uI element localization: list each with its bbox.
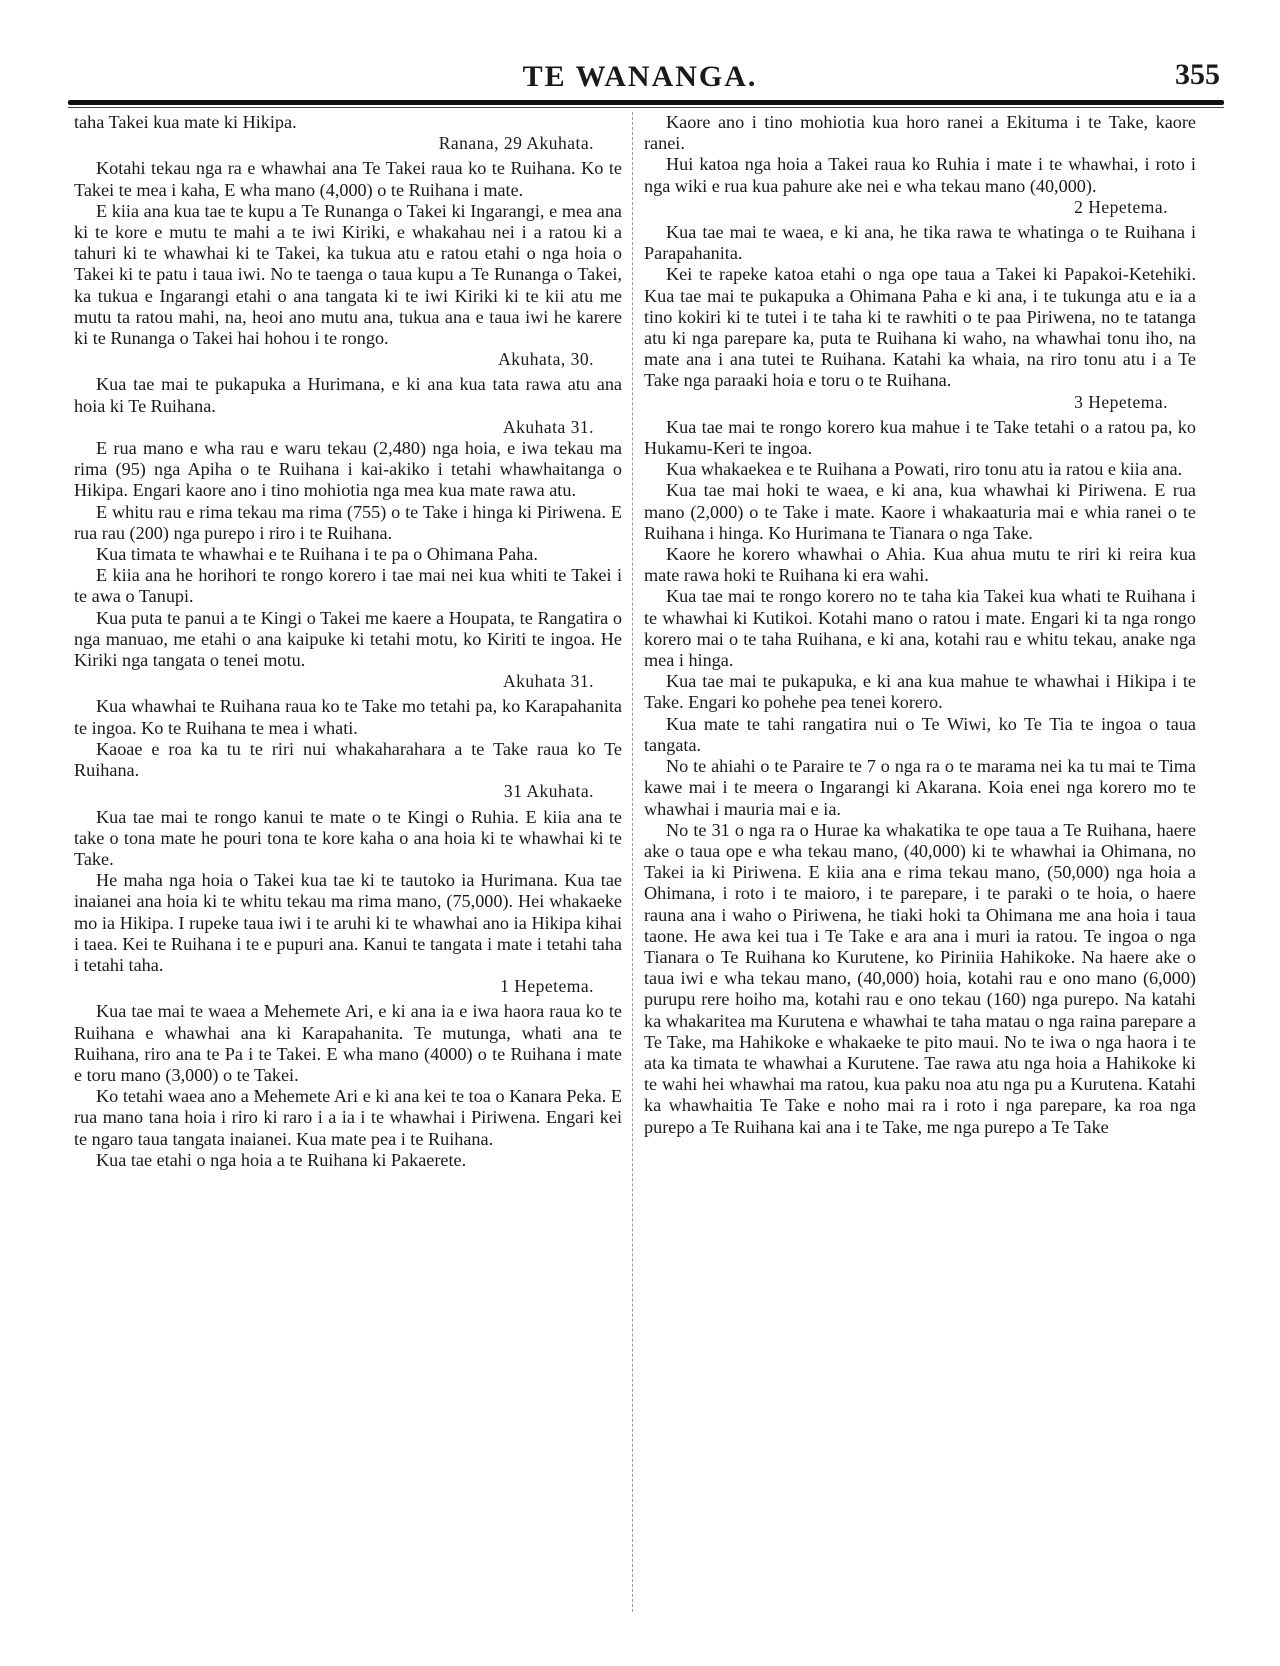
- dateline: 3 Hepetema.: [1074, 391, 1168, 412]
- news-paragraph: Kaore ano i tino mohiotia kua horo ranei a Ekituma i te Take, kaore ranei.: [644, 112, 1196, 154]
- news-paragraph: Kaore he korero whawhai o Ahia. Kua ahua mutu te riri ki reira kua mate rawa hoki te Ruihana ki era wahi.: [644, 544, 1196, 586]
- news-paragraph: Kua tae mai te pukapuka, e ki ana kua mahue te whawhai i Hikipa i te Take. Engari ko pohehe pea tenei korero.: [644, 671, 1196, 713]
- news-paragraph: No te 31 o nga ra o Hurae ka whakatika te ope taua a Te Ruihana, haere ake o taua ope e wha tekau mano, (40,000) ki te whawhai ia Ohimana, no Takei ia ki Piriwena. E kiia ana e rima tekau mano, (50,000) nga hoia a Ohimana, i roto i te maioro, i te parepare, i te paraki o te hoia, o haere rauna ana i waho o Piriwena, he tiaki hoki ta Ohimana me ana hoia i taua taone. He awa kei tua i Te Take e ara ana i muri ia ratou. Te ingoa o nga Tianara o Te Ruihana ko Kurutene, ko Piriniia Hahikoke. Na haere ake o taua iwi e wha tekau mano, (40,000) hoia, kotahi rau e ono mano (6,000) purupu rere hoiho ma, kotahi rau e ono tekau (160) nga purepo. Na katahi ka whakaritea ma Kurutena e whawhai te taha matau o nga raina parepare a Te Take, ma Hahikoke e whakaeke te pito maui. No te iwa o nga haora i te ata ka timata te whawhai a Kurutene. Tae rawa atu nga hoia a Hahikoke ki te wahi hei whawhai ma ratou, kua paku noa atu nga pu a Kurutena. Katahi ka whawhaitia Te Take e noho mai ra i roto i nga parepare, ka roa nga purepo a Te Ruihana kai ana i te Take, me nga purepo a Te Take: [644, 819, 1196, 1137]
- news-paragraph: Ko tetahi waea ano a Mehemete Ari e ki ana kei te toa o Kanara Peka. E rua mano tana hoia i riro ki raro i a ia i te whawhai i Piriwena. Engari kei te ngaro taua tangata inaianei. Kua mate pea i te Ruihana.: [74, 1086, 622, 1149]
- news-paragraph: He maha nga hoia o Takei kua tae ki te tautoko ia Hurimana. Kua tae inaianei ana hoia ki te whitu tekau ma rima mano, (75,000). Hei whakaeke mo ia Hikipa. I rupeke taua iwi i te aruhi ki te whawhai ano ia Hikipa kihai i taea. Kei te Ruihana i te e pupuri ana. Kanui te tangata i mate i tetahi taha i tetahi taha.: [74, 870, 622, 975]
- news-paragraph: Kua mate te tahi rangatira nui o Te Wiwi, ko Te Tia te ingoa o taua tangata.: [644, 713, 1196, 755]
- dateline: Akuhata, 30.: [498, 349, 594, 370]
- column-divider: [632, 112, 634, 1612]
- news-paragraph: Hui katoa nga hoia a Takei raua ko Ruhia i mate i te whawhai, i roto i nga wiki e rua kua pahure ake nei e wha tekau mano (40,000).: [644, 154, 1196, 196]
- news-paragraph: E kiia ana he horihori te rongo korero i tae mai nei kua whiti te Takei i te awa o Tanupi.: [74, 565, 622, 607]
- dateline: Ranana, 29 Akuhata.: [438, 133, 594, 154]
- news-paragraph: Kua tae mai te pukapuka a Hurimana, e ki ana kua tata rawa atu ana hoia ki Te Ruihana.: [74, 374, 622, 416]
- news-paragraph: Kaoae e roa ka tu te riri nui whakaharahara a te Take raua ko Te Ruihana.: [74, 738, 622, 781]
- page-number: 355: [1175, 58, 1220, 91]
- news-paragraph: Kua puta te panui a te Kingi o Takei me kaere a Houpata, te Rangatira o nga manuao, me etahi o ana kaipuke ki tetahi motu, ko Kiriti te ingoa. He Kiriki nga tangata o tenei motu.: [74, 607, 622, 671]
- news-paragraph: Kua tae mai hoki te waea, e ki ana, kua whawhai ki Piriwena. E rua mano (2,000) o te Take i mate. Kaore i whakaaturia mai e whia ranei o te Ruihana i hinga. Ko Hurimana te Tianara o nga Take.: [644, 480, 1196, 543]
- news-paragraph: Kua tae mai te rongo korero kua mahue i te Take tetahi o a ratou pa, ko Hukamu-Keri te ingoa.: [644, 416, 1196, 459]
- newspaper-title: TE WANANGA.: [522, 60, 758, 93]
- news-paragraph: Kua whawhai te Ruihana raua ko te Take mo tetahi pa, ko Karapahanita te ingoa. Ko te Ruihana te mea i whati.: [74, 696, 622, 738]
- dateline: 31 Akuhata.: [503, 781, 594, 802]
- page-header: [60, 52, 1220, 102]
- news-paragraph: Kua tae etahi o nga hoia a te Ruihana ki Pakaerete.: [96, 1149, 467, 1170]
- news-paragraph: Kua tae mai te waea a Mehemete Ari, e ki ana ia e iwa haora raua ko te Ruihana e whawhai ana ki Karapahanita. Te mutunga, whati ana te Ruihana, riro ana te Pa i te Takei. E wha mano (4000) o te Ruihana i mate e toru mano (3,000) o te Takei.: [74, 1001, 622, 1085]
- dateline: Akuhata 31.: [502, 416, 594, 437]
- news-paragraph: Kotahi tekau nga ra e whawhai ana Te Takei raua ko te Ruihana. Ko te Takei te mea i kaha, E wha mano (4,000) o te Ruihana i mate.: [74, 158, 622, 200]
- right-column: [644, 112, 1196, 1138]
- dateline: Akuhata 31.: [502, 671, 594, 692]
- news-paragraph: Kua timata te whawhai e te Ruihana i te pa o Ohimana Paha.: [96, 544, 538, 565]
- dateline: 1 Hepetema.: [500, 976, 594, 997]
- news-paragraph: Kua tae mai te rongo korero no te taha kia Takei kua whati te Ruihana i te whawhai ki Kutikoi. Kotahi mano o ratou i mate. Engari ki ta nga rongo korero mai o te taha Ruihana, e ki ana, kotahi rau e whitu tekau, anake nga mea i hinga.: [644, 586, 1196, 671]
- header-rule: [68, 100, 1224, 105]
- news-paragraph: Kua tae mai te rongo kanui te mate o te Kingi o Ruhia. E kiia ana te take o tona mate he pouri tona te kore kaha o ana hoia ki te whawhai ki te Take.: [74, 806, 622, 869]
- news-paragraph: Kei te rapeke katoa etahi o nga ope taua a Takei ki Papakoi-Ketehiki. Kua tae mai te pukapuka a Ohimana Paha e ki ana, i te tukunga atu e ia a tino kokiri ki te tutei i te taha ki te rawhiti o te paa Piriwena, no te tatanga atu ki nga parepare ka, puta te Ruihana ki waho, na whawhai tonu iho, na mate ana i ana tutei te Ruihana. Katahi ka whaia, na riro tonu atu i a Te Take nga paraaki hoia e toru o te Ruihana.: [644, 264, 1196, 391]
- news-paragraph: Kua tae mai te waea, e ki ana, he tika rawa te whatinga o te Ruihana i Parapahanita.: [644, 222, 1196, 264]
- news-paragraph: E whitu rau e rima tekau ma rima (755) o te Take i hinga ki Piriwena. E rua rau (200) nga purepo i riro i te Ruihana.: [74, 501, 622, 543]
- news-paragraph: No te ahiahi o te Paraire te 7 o nga ra o te marama nei ka tu mai te Tima kawe mai i te meera o Ingarangi ki Akarana. Koia enei nga korero mo te whawhai i mauria mai e ia.: [644, 756, 1196, 819]
- news-paragraph: taha Takei kua mate ki Hikipa.: [74, 112, 297, 132]
- dateline: 2 Hepetema.: [1074, 196, 1168, 217]
- header-rule-thin: [68, 107, 1224, 108]
- left-column: [74, 112, 622, 1171]
- news-paragraph: Kua whakaekea e te Ruihana a Powati, riro tonu atu ia ratou e kiia ana.: [666, 459, 1183, 480]
- news-paragraph: E kiia ana kua tae te kupu a Te Runanga o Takei ki Ingarangi, e mea ana ki te kore e mutu te mahi a te iwi Kiriki, e whakahau nei i a ratou ki a tahuri ki te whawhai ki te Takei, ka tukua atu e ratou etahi o nga hoia o Takei ki te patu i taua iwi. No te taenga o taua kupu a Te Runanga o Takei, ka tukua e Ingarangi etahi o ana tangata ki te iwi Kiriki ki te kii atu me mutu ta ratou mahi, na, heoi ano mutu ana, tukua ana e taua iwi he karere ki te Runanga o Takei hai hohou i te rongo.: [74, 200, 622, 349]
- news-paragraph: E rua mano e wha rau e waru tekau (2,480) nga hoia, e iwa tekau ma rima (95) nga Apiha o te Ruihana i kai-akiko i tetahi whawhaitanga o Hikipa. Engari kaore ano i tino mohiotia nga mea kua mate rawa atu.: [74, 438, 622, 501]
